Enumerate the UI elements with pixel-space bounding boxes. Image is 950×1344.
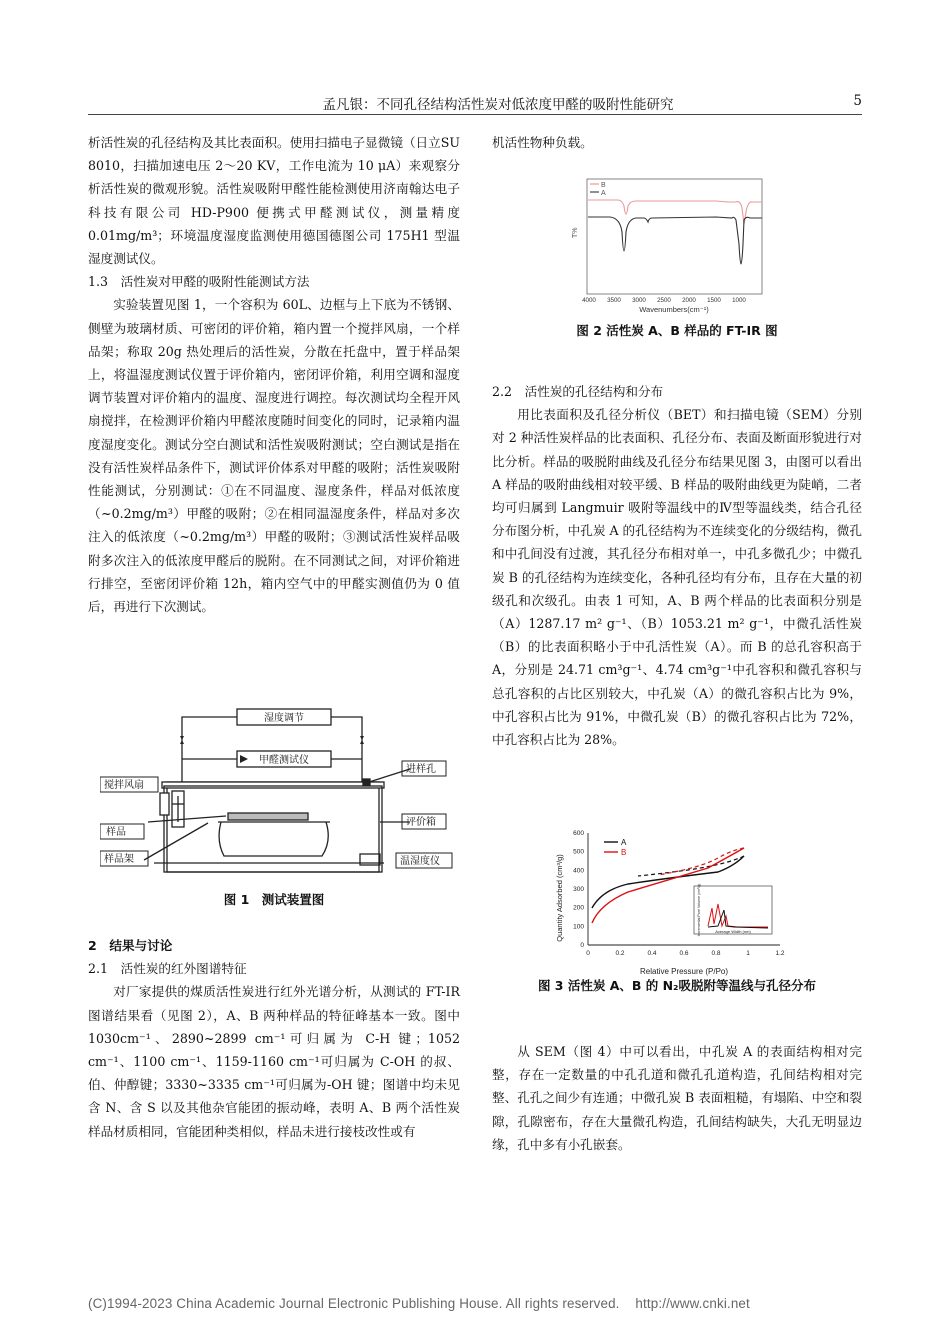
ftir-legend-a: A: [601, 190, 606, 197]
fig1-label-inlet: 进样孔: [406, 764, 436, 775]
fig1-label-sample: 样品: [106, 827, 126, 838]
fig1-label-thermo: 温湿度仪: [400, 856, 440, 867]
iso-y-ticks: [573, 830, 584, 949]
iso-ylabel: Quantity Adsorbed (cm³/g): [555, 854, 564, 942]
ftir-legend-b: B: [601, 182, 606, 189]
figure-1-apparatus: [100, 706, 460, 906]
iso-x-tick: 0.4: [647, 950, 657, 957]
ftir-frame: [587, 179, 762, 294]
right-column-mid: [492, 380, 862, 751]
ftir-x-tick: 3500: [607, 297, 621, 304]
iso-y-tick: 100: [573, 923, 584, 931]
iso-y-tick: 500: [573, 848, 584, 856]
right-column-bottom: [492, 1040, 862, 1156]
figure-3-isotherm: [548, 828, 788, 980]
left-column: [88, 131, 460, 618]
ftir-x-tick: 4000: [582, 297, 596, 304]
ftir-x-tick: 2500: [657, 297, 671, 304]
iso-y-tick: 400: [573, 867, 584, 875]
ftir-series-a: [588, 217, 762, 264]
iso-y-tick: 0: [580, 942, 584, 949]
iso-legend-b: B: [621, 848, 627, 857]
figure-3-caption: 图 3 活性炭 A、B 的 N₂吸脱附等温线与孔径分布: [537, 978, 817, 993]
header-title: 孟凡银：不同孔径结构活性炭对低浓度甲醛的吸附性能研究: [322, 97, 674, 113]
section-heading-1-3: 1.3 活性炭对甲醛的吸附性能测试方法: [88, 274, 310, 290]
iso-x-tick: 0.6: [679, 950, 689, 957]
right-column-top: [492, 131, 862, 154]
iso-y-tick: 200: [573, 904, 584, 912]
iso-x-tick: 1.2: [775, 950, 785, 957]
iso-x-tick: 1: [746, 950, 750, 957]
paragraph: 析活性炭的孔径结构及其比表面积。使用扫描电子显微镜（日立SU 8010，扫描加速电压 2～20 KV，工作电流为 10 μA）来观察分析活性炭的微观形貌。活性炭吸附甲醛性能检测使用济南翰达电子科技有限公司 HD-P900 便携式甲醛测试仪，测量精度 0.01mg/m³；环境温度湿度监测使用德国德图公司 175H1 型温湿度测试仪。: [88, 135, 460, 267]
section-heading-2: 2 结果与讨论: [88, 938, 173, 953]
evaluation-box: [167, 782, 379, 872]
iso-x-tick: 0.8: [711, 950, 721, 957]
page-number: 5: [853, 93, 862, 109]
ftir-xlabel: Wavenumbers(cm⁻¹): [639, 305, 709, 314]
inset-ylabel: Incremental Pore Volume (cm³/g): [697, 883, 701, 937]
fig1-label-humidity: 湿度调节: [264, 713, 304, 724]
ftir-x-tick: 1000: [732, 297, 746, 304]
iso-legend-a: A: [621, 838, 627, 847]
figure-2-caption: 图 2 活性炭 A、B 样品的 FT-IR 图: [576, 323, 778, 338]
fig1-label-fan: 搅拌风扇: [104, 780, 144, 791]
paragraph: 对厂家提供的煤质活性炭进行红外光谱分析，从测试的 FT-IR 图谱结果看（见图 2），A、B 两种样品的特征峰基本一致。图中 1030cm⁻¹、2890~2899 cm⁻¹可归属为 C-H 键；1052 cm⁻¹、1100 cm⁻¹、1159-1160 cm⁻¹可归属为 C-OH 的叔、伯、仲醇键；3330~3335 cm⁻¹可归属为-OH 键；图谱中均未见含 N、含 S 以及其他杂官能团的振动峰，表明 A、B 两个活性炭样品材质相同，官能团种类相似，样品未进行接枝改性或有: [88, 984, 460, 1139]
footer-copyright: (C)1994-2023 China Academic Journal Electronic Publishing House. All rights reserved.: [88, 1296, 620, 1311]
fig1-label-box: 评价箱: [406, 817, 436, 828]
iso-x-tick: 0: [586, 950, 590, 957]
paragraph: 用比表面积及孔径分析仪（BET）和扫描电镜（SEM）分别对 2 种活性炭样品的比表面积、孔径分布、表面及断面形貌进行对比分析。样品的吸脱附曲线及孔径分布结果见图 3，由图可以看出 A 样品的吸附曲线相对较平缓、B 样品的吸附曲线更为陡峭，二者均可归属到 Langmuir 吸附等温线中的Ⅳ型等温线类，结合孔径分布图分析，中孔炭 A 的孔径结构为不连续变化的分级结构，微孔和中孔间没有过渡，其孔径分布相对单一，中孔多微孔少；中微孔炭 B 的孔径结构为连续变化，各种孔径均有分布，且存在大量的初级孔和次级孔。由表 1 可知，A、B 两个样品的比表面积分别是（A）1287.17 m² g⁻¹、（B）1053.21 m² g⁻¹，中微孔活性炭（B）的比表面积略小于中孔活性炭（A）。而 B 的总孔容积高于 A，分别是 24.71 cm³g⁻¹、4.74 cm³g⁻¹中孔容积和微孔容积与总孔容积的占比区别较大，中孔炭（A）的微孔容积占比为 9%，中孔容积占比为 91%，中微孔炭（B）的微孔容积占比为 72%，中孔容积占比为 28%。: [492, 407, 862, 748]
section-heading-2-1: 2.1 活性炭的红外图谱特征: [88, 961, 247, 977]
section-heading-2-2: 2.2 活性炭的孔径结构和分布: [492, 384, 664, 399]
figure-2-ftir: [566, 172, 766, 314]
paragraph: 机活性物种负载。: [492, 135, 593, 150]
ftir-x-ticks: [582, 297, 746, 304]
inset-xlabel: Average Width (nm): [715, 929, 751, 934]
fig1-label-tester: 甲醛测试仪: [259, 755, 309, 766]
paragraph: 从 SEM（图 4）中可以看出，中孔炭 A 的表面结构相对完整，存在一定数量的中孔孔道和微孔孔道构造，孔间结构相对完整、孔孔之间少有连通；中微孔炭 B 表面粗糙，有塌陷、中空和裂隙，孔隙密布，存在大量微孔构造，孔间结构缺失，大孔无明显边缘，孔中多有小孔嵌套。: [492, 1044, 862, 1152]
iso-x-ticks: [586, 950, 785, 957]
copyright-footer: [88, 1296, 750, 1311]
ftir-ylabel: T%: [572, 227, 579, 238]
left-column-lower: [88, 934, 460, 1143]
iso-y-tick: 600: [573, 830, 584, 837]
ftir-x-tick: 1500: [707, 297, 721, 304]
ftir-x-tick: 2000: [682, 297, 696, 304]
paragraph: 实验装置见图 1，一个容积为 60L、边框与上下底为不锈钢、侧壁为玻璃材质、可密闭的评价箱，箱内置一个搅拌风扇，一个样品架；称取 20g 热处理后的活性炭，分散在托盘中，置于样品架上，将温湿度测试仪置于评价箱内，密闭评价箱，利用空调和湿度调节装置对评价箱内的温度、湿度进行调控。每次测试均全程开风扇搅拌，在检测评价箱内甲醛浓度随时间变化的同时，记录箱内温度湿度变化。测试分空白测试和活性炭吸附测试；空白测试是指在没有活性炭样品条件下，测试评价体系对甲醛的吸附；活性炭吸附性能测试，分别测试：①在不同温度、湿度条件，样品对低浓度（~0.2mg/m³）甲醛的吸附；②在相同温湿度条件，样品对多次注入的低浓度（~0.2mg/m³）甲醛的吸附；③测试活性炭样品吸附多次注入的低浓度甲醛后的脱附。在不同测试之间，对评价箱进行排空，至密闭评价箱 12h，箱内空气中的甲醛实测值仍为 0 值后，再进行下次测试。: [88, 297, 460, 615]
iso-xlabel: Relative Pressure (P/Po): [639, 967, 729, 976]
running-header: [88, 92, 862, 115]
iso-y-tick: 300: [573, 886, 584, 893]
fig1-label-rack: 样品架: [104, 854, 134, 865]
ftir-x-tick: 3000: [632, 297, 646, 304]
footer-link[interactable]: http://www.cnki.net: [635, 1296, 750, 1311]
figure-1-caption: 图 1 测试装置图: [223, 892, 325, 907]
iso-x-tick: 0.2: [615, 950, 625, 957]
